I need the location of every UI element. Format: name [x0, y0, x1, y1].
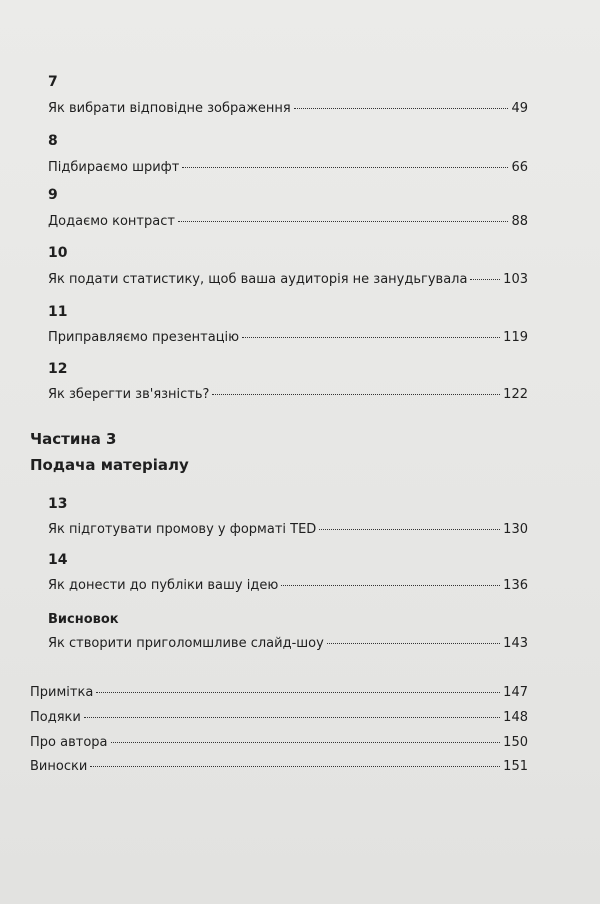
- chapter-title: Як донести до публіки вашу ідею: [48, 578, 279, 593]
- chapter-number: 13: [48, 496, 68, 512]
- leader-dots: [84, 717, 500, 718]
- page-number: 143: [503, 636, 528, 651]
- chapter-number: 7: [48, 74, 58, 90]
- page-number: 148: [503, 710, 528, 725]
- chapter-number: 9: [48, 187, 58, 203]
- page-number: 119: [503, 330, 528, 345]
- conclusion-label: Висновок: [48, 612, 119, 627]
- leader-dots: [319, 529, 500, 530]
- leader-dots: [111, 742, 501, 743]
- toc-entry: [48, 330, 528, 345]
- entry-title: Виноски: [30, 759, 88, 774]
- toc-entry: [48, 214, 528, 229]
- chapter-title: Приправляємо презентацію: [48, 330, 240, 345]
- back-matter-entry: [30, 710, 528, 725]
- page-number: 49: [511, 101, 528, 116]
- leader-dots: [242, 337, 500, 338]
- page-number: 122: [503, 387, 528, 402]
- back-matter-entry: [30, 759, 528, 774]
- chapter-number: 12: [48, 361, 68, 377]
- chapter-title: Як подати статистику, щоб ваша аудиторія не занудьгувала: [48, 272, 468, 287]
- chapter-title: Додаємо контраст: [48, 214, 175, 229]
- chapter-number: 8: [48, 133, 58, 149]
- leader-dots: [178, 221, 509, 222]
- toc-entry: [48, 387, 528, 402]
- chapter-title: Як зберегти зв'язність?: [48, 387, 210, 402]
- page-number: 103: [503, 272, 528, 287]
- chapter-title: Як вибрати відповідне зображення: [48, 101, 291, 116]
- back-matter-entry: [30, 685, 528, 700]
- page-number: 88: [511, 214, 528, 229]
- page-number: 136: [503, 578, 528, 593]
- leader-dots: [96, 692, 500, 693]
- chapter-title: Підбираємо шрифт: [48, 160, 180, 175]
- page-number: 150: [503, 735, 528, 750]
- leader-dots: [470, 279, 500, 280]
- chapter-number: 11: [48, 304, 68, 320]
- leader-dots: [327, 643, 500, 644]
- toc-entry: [48, 101, 528, 116]
- page-number: 66: [511, 160, 528, 175]
- chapter-title: Як підготувати промову у форматі TED: [48, 522, 317, 537]
- toc-entry: [48, 636, 528, 651]
- toc-entry: [48, 578, 528, 593]
- leader-dots: [294, 108, 509, 109]
- leader-dots: [281, 585, 500, 586]
- chapter-number: 14: [48, 552, 68, 568]
- page-number: 130: [503, 522, 528, 537]
- entry-title: Примітка: [30, 685, 94, 700]
- leader-dots: [212, 394, 500, 395]
- leader-dots: [182, 167, 508, 168]
- chapter-number: 10: [48, 245, 68, 261]
- toc-entry: [48, 272, 528, 287]
- page-number: 151: [503, 759, 528, 774]
- entry-title: Подяки: [30, 710, 81, 725]
- toc-entry: [48, 522, 528, 537]
- part-heading: Частина 3: [30, 430, 117, 448]
- toc-entry: [48, 160, 528, 175]
- chapter-title: Як створити приголомшливе слайд-шоу: [48, 636, 324, 651]
- page-number: 147: [503, 685, 528, 700]
- leader-dots: [90, 766, 500, 767]
- back-matter-entry: [30, 735, 528, 750]
- entry-title: Про автора: [30, 735, 108, 750]
- part-title: Подача матеріалу: [30, 456, 189, 474]
